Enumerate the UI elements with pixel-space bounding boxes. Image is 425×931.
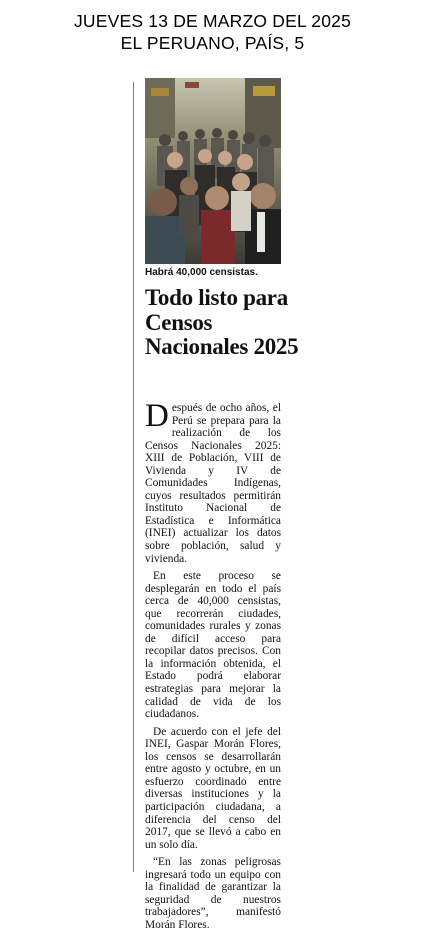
page-header	[0, 10, 425, 54]
article-paragraph	[145, 398, 281, 565]
drop-cap: D	[145, 398, 169, 434]
photo-caption: Habrá 40,000 censistas.	[145, 267, 258, 278]
date-line: JUEVES 13 DE MARZO DEL 2025	[73, 11, 352, 31]
article-body	[145, 398, 281, 931]
column-rule	[133, 82, 134, 872]
paragraph-text: espués de ocho años, el Perú se prepara para la realización de los Censos Nacionales 2025: XIII de Población, VIII de Vivienda y IV de Comunidades Indígenas, cuyos resultados permitirán Instituto Nacional de Estadística e Informática (INEI) actualizar los datos sobre población, salud y vivienda.	[145, 402, 281, 565]
article-headline: Todo listo para Censos Nacionales 2025	[145, 285, 299, 359]
article-paragraph: “En las zonas peligrosas ingresará todo un equipo con la finalidad de garantizar la seguridad de nuestros trabajadores”, manifestó Morán Flores.	[145, 856, 281, 931]
crowd-photo-image	[145, 78, 281, 264]
crowd-photo	[145, 78, 281, 264]
article-paragraph: De acuerdo con el jefe del INEI, Gaspar Morán Flores, los censos se desarrollarán entre agosto y octubre, en un esfuerzo coordinado entre diversas instituciones y la participación ciudadana, a diferencia del censo del 2017, que se llevó a cabo en un solo día.	[145, 725, 281, 851]
section-line: EL PERUANO, PAÍS, 5	[120, 33, 305, 53]
article-paragraph: En este proceso se desplegarán en todo el país cerca de 40,000 censistas, que recorrerán ciudades, comunidades rurales y zonas de difícil acceso para recopilar datos precisos. Con la información obtenida, el Estado podrá elaborar estrategias para mejorar la calidad de vida de los ciudadanos.	[145, 570, 281, 721]
